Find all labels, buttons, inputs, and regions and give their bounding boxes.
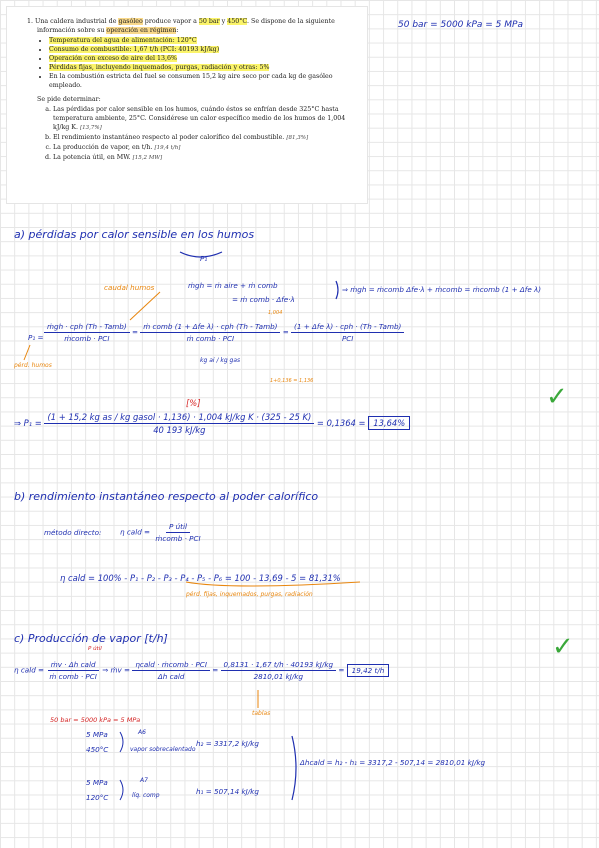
bullet: • Pérdidas fijas, incluyendo inquemados, purgas, radiación y otras: 5% (49, 63, 357, 72)
state-1-temp: 120°C (86, 793, 109, 802)
asks-title: Se pide determinar: (37, 96, 101, 103)
state-2-pressure: 5 MPa (86, 730, 108, 739)
bullet: • Consumo de combustible: 1,67 t/h (PCI: 40193 kJ/kg) (49, 45, 357, 54)
ask-item: d. La potencia útil, en MW. [15,2 MW] (53, 153, 357, 163)
mv-result-box: 19,42 t/h (347, 664, 390, 677)
brace-stroke (120, 780, 123, 800)
ask-item: a. Las pérdidas por calor sensible en los humos, cuándo éstos se enfrían desde 325°C hasta temperatura ambiente, 25°C. Considérese un calor específico medio de los humos de 1,004 kJ/kg K. [13,7%] (53, 105, 357, 133)
percent-unit: [%] (186, 398, 201, 408)
statement-intro: 1. Una caldera industrial de gasóleo produce vapor a 50 bar y 450°C. Se dispone de la siguiente información sobre su operación en régimen: (27, 18, 335, 34)
lambda-note: 1,004 (268, 310, 283, 316)
vapor-sobrecalentado: vapor sobrecalentado (130, 746, 196, 753)
state-2-temp: 450°C (86, 745, 109, 754)
table-a6: A6 (138, 729, 146, 736)
p1-result-box: 13,64% (368, 416, 410, 430)
h2-value: h₂ = 3317,2 kJ/kg (196, 739, 259, 748)
arrow-stroke (130, 292, 160, 320)
eta-definition: η cald = $\frac{\text{P útil}}{\text{ṁcomb · PCI}}$ (120, 522, 201, 543)
units-note: kg ai / kg gas (200, 357, 241, 364)
brace-stroke (186, 582, 360, 586)
part-c-equation: η cald = $\frac{\text{ṁv · Δh cald}}{\text{ṁ comb · PCI}}$ ⇒ ṁv = $\frac{\text{ηcald · ṁcomb · PCI}}{\text{Δh cald}}$ = $\frac{0,8131 \cdot 1,67 t/h \cdot 40193 kJ/kg}{2810,01 kJ/kg}$ = 19,42 t/h (14, 660, 389, 681)
ask-item: c. La producción de vapor, en t/h. [19,4 t/h] (53, 143, 357, 153)
bullet: • En la combustión estricta del fuel se consumen 15,2 kg aire seco por cada kg de gasóleo empleado. (49, 72, 357, 90)
tablas-note: tablas (252, 710, 271, 717)
fixed-losses-note: pérd. fijas, inquemados, purgas, radiación (186, 591, 313, 598)
putil-note: P útil (88, 646, 102, 652)
p1-label: P₁ = (28, 333, 44, 342)
perdidas-humos-note: pérd. humos (14, 362, 52, 369)
ask-item: b. El rendimiento instantáneo respecto al poder calorífico del combustible. [81,3%] (53, 133, 357, 143)
mgh-definition: ṁgh = ṁ aire + ṁ comb (188, 281, 278, 290)
state-1-pressure: 5 MPa (86, 778, 108, 787)
p1-fraction-left: $\frac{\text{ṁgh · cph (Th - Tamb)}}{\text{ṁcomb · PCI}}$ = $\frac{\text{ṁ comb (1 + Δfe λ) · cph (Th - Tamb)}}{\text{ṁ comb · PCI}}$ = $\frac{\text{(1 + Δfe λ) · cph · (Th - Tamb)}}{\text{PCI}}$ (44, 322, 404, 343)
pressure-conversion-note: 50 bar = 5000 kPa = 5 MPa (398, 20, 523, 30)
caudal-humos-note: caudal humos (104, 283, 155, 292)
bullet: • Temperatura del agua de alimentación: 120°C (49, 36, 357, 45)
eta-losses-line: η cald = 100% - P₁ - P₂ - P₃ - P₄ - P₅ - P₆ = 100 - 13,69 - 5 = 81,31% (60, 573, 341, 583)
checkmark-icon: ✓ (552, 632, 574, 662)
checkmark-icon: ✓ (546, 382, 568, 412)
part-a-sub: P₁ (200, 254, 208, 263)
pressure-conversion-red: 50 bar = 5000 kPa = 5 MPa (50, 716, 141, 724)
delta-h-cald: Δhcald = h₂ - h₁ = 3317,2 - 507,14 = 2810,01 kJ/kg (300, 758, 486, 767)
arrow-stroke (24, 345, 30, 360)
brace-stroke (180, 252, 222, 257)
part-a-title: a) pérdidas por calor sensible en los humos (14, 228, 255, 241)
p1-calc: ⇒ P₁ = (1 + 15,2 kg as / kg gasol · 1,136) · 1,004 kJ/kg K · (325 - 25 K) 40 193 kJ/kg = 0,1364 = 13,64% (14, 412, 410, 435)
table-a7: A7 (140, 777, 148, 784)
metodo-directo: método directo: (44, 528, 102, 537)
mgh-definition-2: = ṁ comb · Δfe·λ (232, 295, 295, 304)
mgh-result: ⇒ ṁgh = ṁcomb Δfe·λ + ṁcomb = ṁcomb (1 + Δfe λ) (342, 285, 542, 294)
brace-stroke (292, 736, 296, 800)
brace-stroke (120, 732, 123, 752)
lambda-value-note: 1+0,136 = 1,136 (270, 378, 314, 384)
h1-value: h₁ = 507,14 kJ/kg (196, 787, 259, 796)
part-b-title: b) rendimiento instantáneo respecto al poder calorífico (14, 490, 319, 503)
part-c-title: c) Producción de vapor [t/h] (14, 632, 168, 645)
bullet: • Operación con exceso de aire del 13,6% (49, 54, 357, 63)
liquido-comprimido: líq. comp (132, 792, 160, 799)
brace-stroke (336, 281, 338, 299)
